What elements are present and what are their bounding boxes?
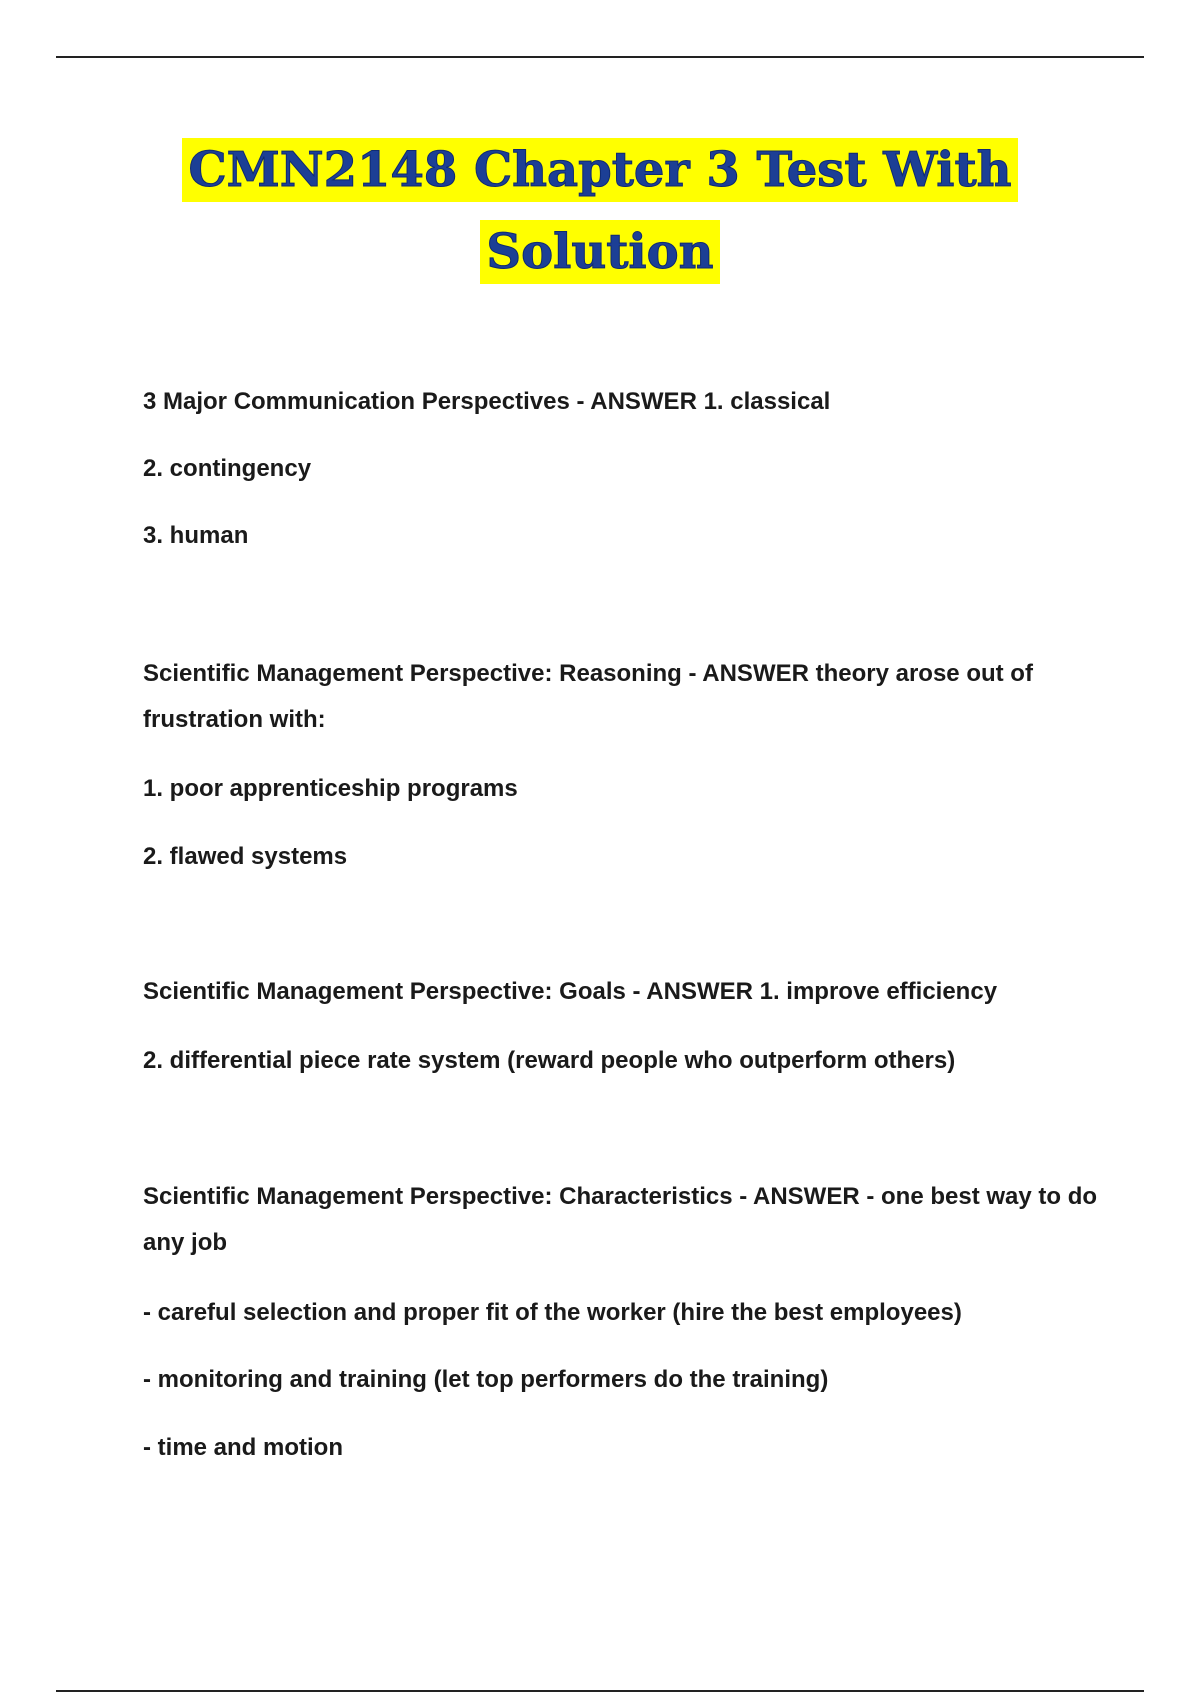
document-title (0, 138, 1200, 302)
paragraph-12: - time and motion (143, 1434, 343, 1461)
paragraph-8: 2. differential piece rate system (reward people who outperform others) (143, 1047, 956, 1074)
paragraph-9: Scientific Management Perspective: Characteristics - ANSWER - one best way to do any job (143, 1183, 1098, 1256)
top-rule (56, 56, 1144, 58)
paragraph-11: - monitoring and training (let top performers do the training) (143, 1366, 829, 1393)
paragraph-6: 2. flawed systems (143, 843, 348, 870)
paragraph-3: 3. human (143, 522, 249, 549)
paragraph-10: - careful selection and proper fit of the worker (hire the best employees) (143, 1299, 962, 1326)
title-line-2: Solution (480, 220, 719, 284)
title-line-1: CMN2148 Chapter 3 Test With (182, 138, 1017, 202)
paragraph-5: 1. poor apprenticeship programs (143, 775, 518, 802)
paragraph-2: 2. contingency (143, 455, 312, 482)
paragraph-1: 3 Major Communication Perspectives - ANSWER 1. classical (143, 388, 831, 415)
bottom-rule (56, 1690, 1144, 1692)
paragraph-4: Scientific Management Perspective: Reasoning - ANSWER theory arose out of frustration with: (143, 660, 1033, 733)
paragraph-7: Scientific Management Perspective: Goals - ANSWER 1. improve efficiency (143, 978, 998, 1005)
